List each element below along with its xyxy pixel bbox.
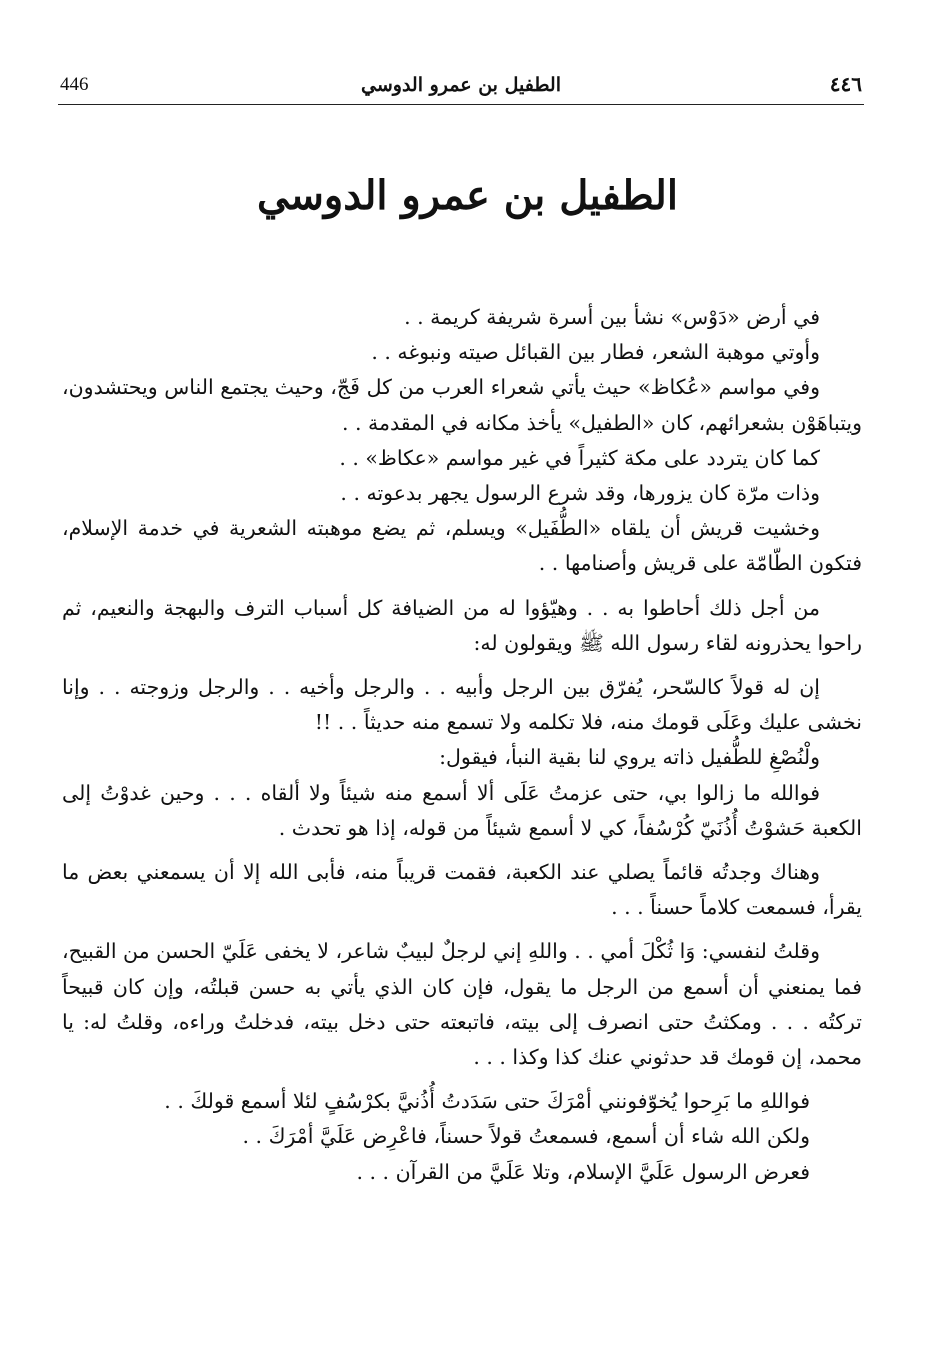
paragraph: ولكن الله شاء أن أسمع، فسمعتُ قولاً حسناً، فاعْرِض عَلَيَّ أمْرَكَ . . xyxy=(242,1124,810,1149)
running-title: الطفيل بن عمرو الدوسي xyxy=(361,74,561,96)
paragraph: فوالله ما زالوا بي، حتى عزمتُ عَلَى ألا أسمع منه شيئاً ولا ألقاه . . . وحين غدوْتُ إلى الكعبة حَشوْتُ أُذُنَيّ كُرْسُفاً، كي لا أسمع شيئاً من قوله، إذا هو تحدث . xyxy=(62,780,862,840)
paragraph: من أجل ذلك أحاطوا به . . وهيّؤوا له من الضيافة كل أسباب الترف والبهجة والنعيم، ثم راحوا يحذرونه لقاء رسول الله ﷺ ويقولون له: xyxy=(62,595,862,655)
paragraph: إن له قولاً كالسّحر، يُفرّق بين الرجل وأبيه . . والرجل وأخيه . . والرجل وزوجته . . وإنا نخشى عليك وعَلَى قومك منه، فلا تكلمه ولا تسمع منه حديثاً . . !! xyxy=(62,675,862,735)
paragraph: فعرض الرسول عَلَيَّ الإسلام، وتلا عَلَيَّ من القرآن . . . xyxy=(356,1159,810,1184)
paragraph: فواللهِ ما بَرِحوا يُخوّفونني أمْرَكَ حتى سَدَدتُ أُذُنيَّ بكرْسُفٍ لئلا أسمع قولكَ . . xyxy=(164,1089,810,1114)
page-header xyxy=(58,68,864,105)
page-number-latin: 446 xyxy=(60,74,89,95)
paragraph: كما كان يتردد على مكة كثيراً في غير مواسم «عكاظ» . . xyxy=(339,445,820,470)
paragraph: وفي مواسم «عُكاظ» حيث يأتي شعراء العرب من كل فَجّ، وحيث يجتمع الناس ويحتشدون، ويتباهَوْن بشعرائهم، كان «الطفيل» يأخذ مكانه في المقدمة . . xyxy=(62,375,862,435)
paragraph: في أرض «دَوْس» نشأ بين أسرة شريفة كريمة . . xyxy=(404,305,820,329)
body-text xyxy=(62,300,862,1190)
page-number-arabic: ٤٤٦ xyxy=(829,72,862,96)
paragraph: ولْنُصْغِ للطُّفيل ذاته يروي لنا بقية النبأ، فيقول: xyxy=(439,745,820,770)
paragraph: وهناك وجدتُه قائماً يصلي عند الكعبة، فقمت قريباً منه، فأبى الله إلا أن يسمعني بعض ما يقرأ، فسمعت كلاماً حسناً . . . xyxy=(62,860,862,920)
paragraph: وأوتي موهبة الشعر، فطار بين القبائل صيته ونبوغه . . xyxy=(371,340,820,365)
paragraph: وذات مرّة كان يزورها، وقد شرع الرسول يجهر بدعوته . . xyxy=(340,481,820,506)
paragraph: وخشيت قريش أن يلقاه «الطُّفَيل» ويسلم، ثم يضع موهبته الشعرية في خدمة الإسلام، فتكون الطّامّة على قريش وأصنامها . . xyxy=(62,516,862,576)
chapter-title: الطفيل بن عمرو الدوسي xyxy=(257,172,678,219)
paragraph: وقلتُ لنفسي: وَا ثُكْلَ أمي . . واللهِ إني لرجلٌ لبيبٌ شاعر، لا يخفى عَلَيّ الحسن من القبيح، فما يمنعني أن أسمع من الرجل ما يقول، فإن كان الذي يأتي به حسن قبلتُه، وإن كان قبيحاً تركتُه . . . ومكثتُ حتى انصرف إلى بيته، فاتبعته حتى دخل بيته، فدخلتُ وراءه، وقلتُ له: يا محمد، إن قومك قد حدثوني عنك كذا وكذا . . . xyxy=(62,939,862,1070)
